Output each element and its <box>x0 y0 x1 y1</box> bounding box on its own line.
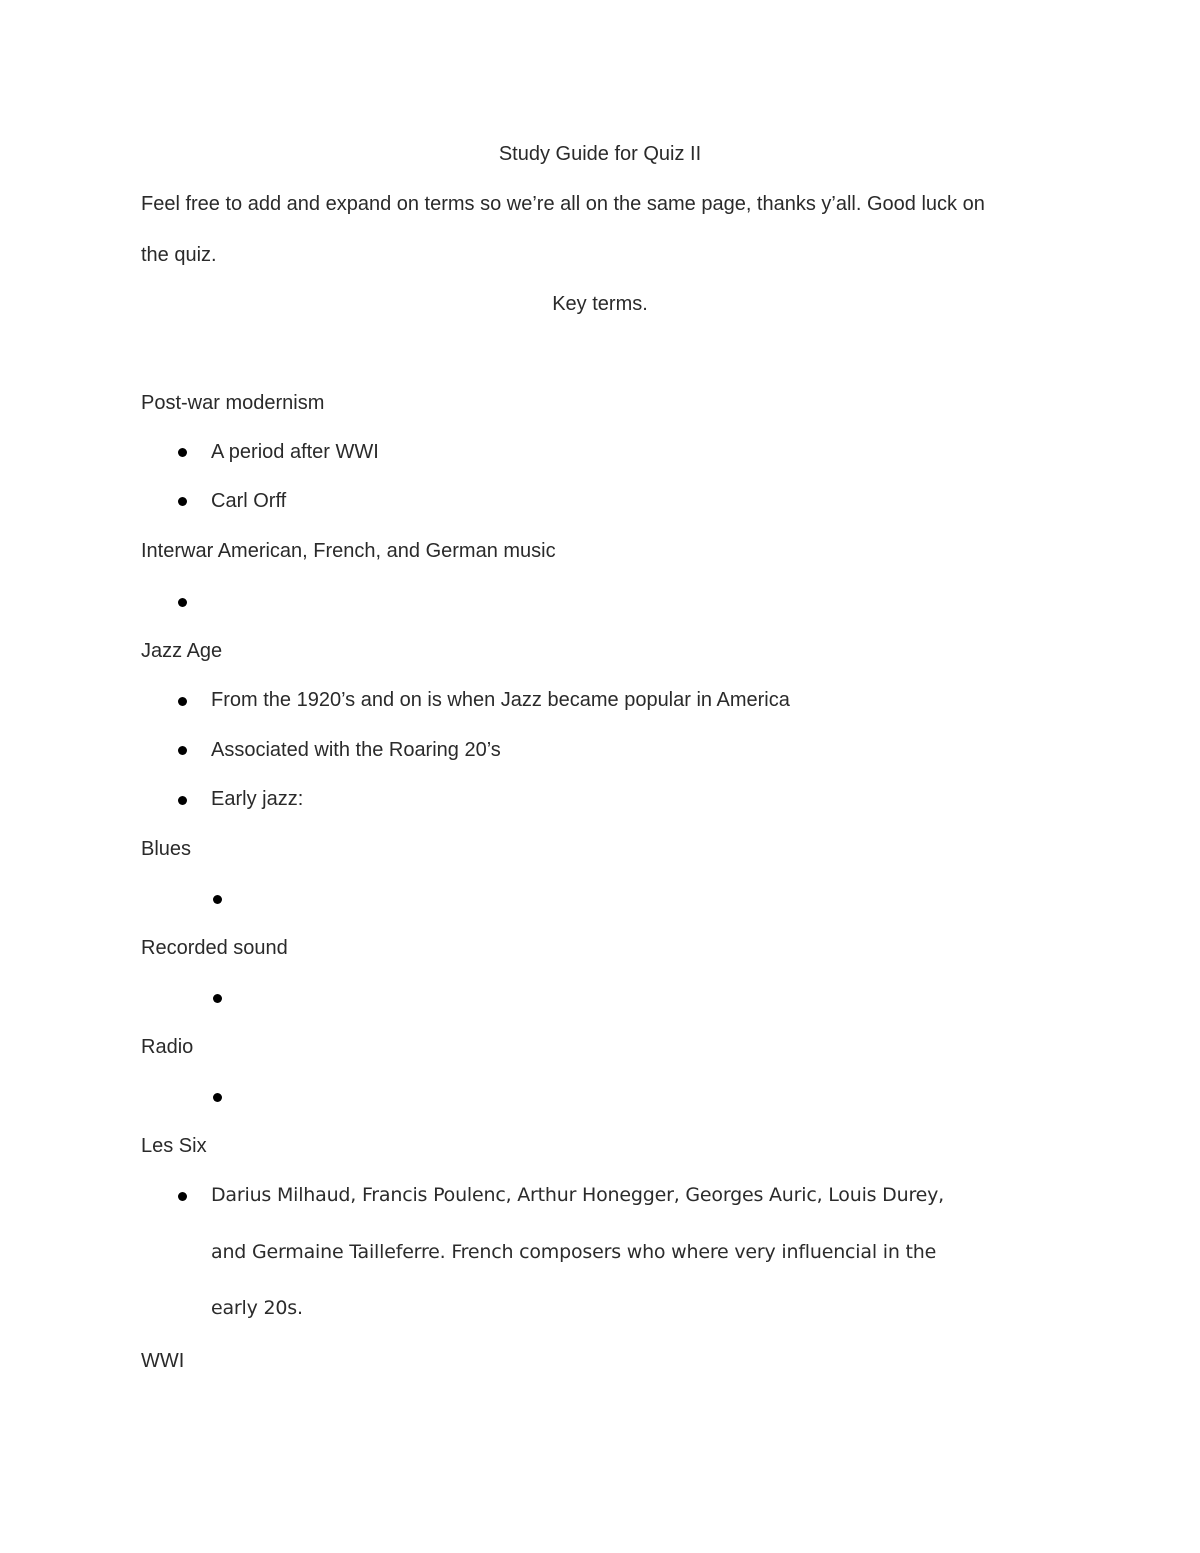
section-heading-blues: Blues <box>141 838 192 860</box>
bullet-dot <box>178 746 187 755</box>
section-heading-recorded: Recorded sound <box>141 937 288 959</box>
bullet-dot <box>178 497 187 506</box>
section-heading-jazz: Jazz Age <box>141 640 223 662</box>
list-item: Associated with the Roaring 20’s <box>211 739 501 761</box>
list-item-line: and Germaine Tailleferre. French composers who where very influencial in the <box>211 1241 937 1263</box>
bullet-dot <box>213 994 222 1003</box>
bullet-dot <box>178 598 187 607</box>
list-item: From the 1920’s and on is when Jazz became popular in America <box>211 689 790 711</box>
intro-line-2: the quiz. <box>141 244 217 266</box>
section-heading-postwar: Post-war modernism <box>141 392 325 414</box>
key-terms-heading: Key terms. <box>552 293 648 315</box>
list-item-line: Darius Milhaud, Francis Poulenc, Arthur Honegger, Georges Auric, Louis Durey, <box>211 1184 945 1206</box>
bullet-dot <box>178 1192 187 1201</box>
intro-line-1: Feel free to add and expand on terms so we’re all on the same page, thanks y’all. Good luck on <box>141 193 985 215</box>
section-heading-radio: Radio <box>141 1036 194 1058</box>
list-item: Early jazz: <box>211 788 304 810</box>
bullet-dot <box>213 1093 222 1102</box>
bullet-dot <box>178 448 187 457</box>
section-heading-interwar: Interwar American, French, and German music <box>141 540 556 562</box>
bullet-dot <box>178 697 187 706</box>
bullet-dot <box>178 796 187 805</box>
page-title: Study Guide for Quiz II <box>498 143 702 165</box>
bullet-dot <box>213 895 222 904</box>
list-item-line: early 20s. <box>211 1297 303 1319</box>
section-heading-wwi: WWI <box>141 1350 185 1372</box>
section-heading-lessix: Les Six <box>141 1135 207 1157</box>
list-item: A period after WWI <box>211 441 379 463</box>
list-item: Carl Orff <box>211 490 287 512</box>
